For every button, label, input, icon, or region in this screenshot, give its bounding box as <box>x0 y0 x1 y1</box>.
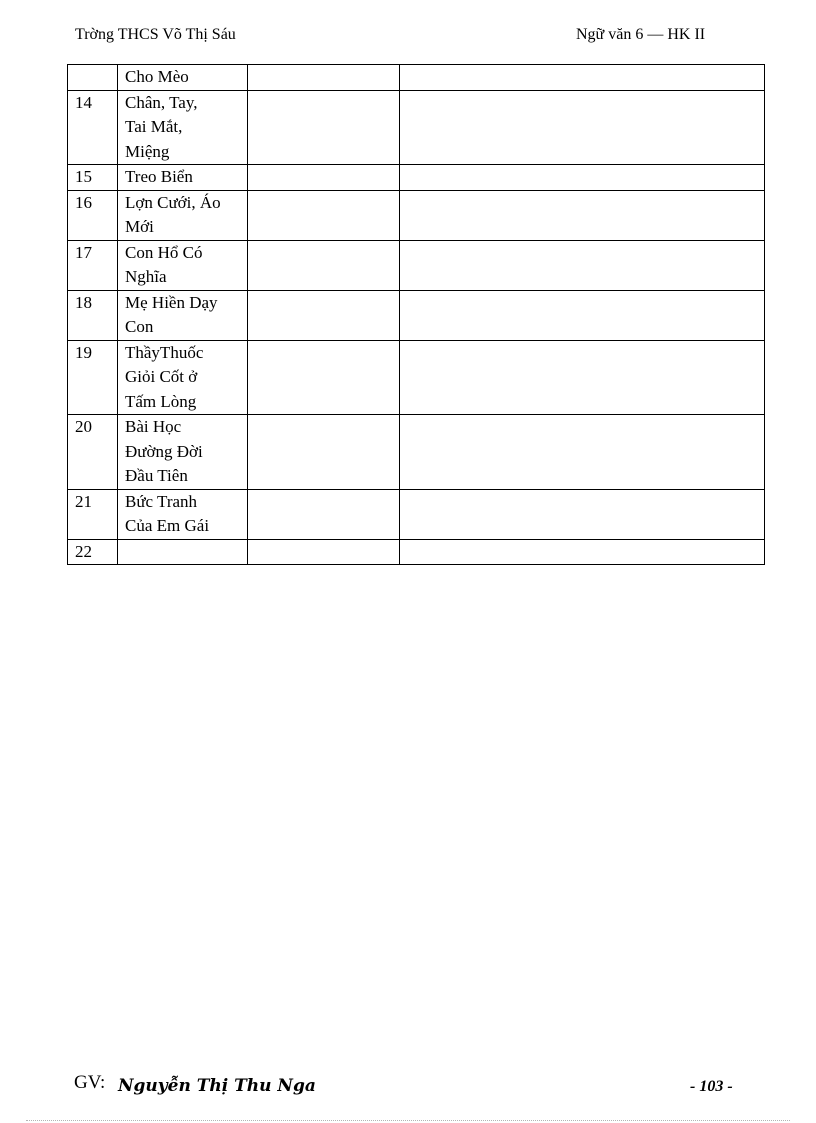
table-row <box>68 290 765 340</box>
footer-teacher-name: Nguyễn Thị Thu Nga <box>118 1076 316 1096</box>
lesson-col4 <box>400 290 765 340</box>
footer-page-number: - 103 - <box>690 1078 733 1095</box>
lesson-title-line: Bức Tranh <box>125 491 198 511</box>
lesson-title <box>118 290 248 340</box>
lesson-number: 22 <box>68 539 118 565</box>
lesson-title <box>118 415 248 490</box>
lesson-title-line: Giỏi Cốt ở <box>125 367 198 386</box>
lesson-col3 <box>248 340 400 415</box>
lesson-title-line: Chân, Tay, <box>125 92 198 112</box>
lesson-title <box>118 90 248 165</box>
lesson-title-line: ThầyThuốc <box>125 342 204 362</box>
lesson-title <box>118 539 248 565</box>
lesson-title-line: Mẹ Hiền Dạy <box>125 292 218 312</box>
lesson-title <box>118 489 248 539</box>
lesson-title <box>118 340 248 415</box>
lesson-col4 <box>400 415 765 490</box>
lesson-title-line: Miệng <box>125 141 170 161</box>
lesson-number: 14 <box>68 90 118 165</box>
footer-gv-label: GV: <box>74 1072 106 1093</box>
lesson-col4 <box>400 90 765 165</box>
lesson-title-line: Đầu Tiên <box>125 466 188 485</box>
lesson-title-line: Đường Đời <box>125 441 203 461</box>
lesson-title-line: Con <box>125 317 154 336</box>
lesson-number: 16 <box>68 190 118 240</box>
lesson-title-line: Của Em Gái <box>125 516 210 535</box>
table-row <box>68 489 765 539</box>
table-row <box>68 340 765 415</box>
lesson-title-line: Tai Mắt, <box>125 117 183 136</box>
table-row <box>68 90 765 165</box>
footer-divider <box>26 1120 790 1121</box>
lesson-title-line: Lợn Cưới, Áo <box>125 192 221 212</box>
header-school: Trờng THCS Võ Thị Sáu <box>75 26 236 43</box>
table-body <box>68 65 765 565</box>
lesson-title-line: Cho Mèo <box>125 67 189 86</box>
lesson-col3 <box>248 65 400 91</box>
lesson-title <box>118 65 248 91</box>
lesson-title-line: Mới <box>125 217 154 236</box>
lesson-col3 <box>248 415 400 490</box>
lesson-col3 <box>248 165 400 191</box>
header-subject: Ngữ văn 6 — HK II <box>576 26 706 43</box>
lesson-number: 20 <box>68 415 118 490</box>
lesson-number: 19 <box>68 340 118 415</box>
lesson-title-line <box>125 540 240 565</box>
lesson-number: 18 <box>68 290 118 340</box>
lesson-col3 <box>248 489 400 539</box>
lesson-col4 <box>400 489 765 539</box>
table-row <box>68 539 765 565</box>
lesson-title-line: Nghĩa <box>125 267 167 286</box>
lesson-title <box>118 165 248 191</box>
lesson-number: 21 <box>68 489 118 539</box>
lesson-number <box>68 65 118 91</box>
table-row <box>68 415 765 490</box>
lesson-number: 15 <box>68 165 118 191</box>
lesson-col3 <box>248 90 400 165</box>
lesson-col4 <box>400 340 765 415</box>
lesson-table <box>67 64 765 565</box>
lesson-title-line: Treo Biển <box>125 167 193 186</box>
lesson-col4 <box>400 190 765 240</box>
lesson-col3 <box>248 539 400 565</box>
lesson-col4 <box>400 240 765 290</box>
lesson-title-line: Tấm Lòng <box>125 391 197 411</box>
table-row <box>68 165 765 191</box>
lesson-col4 <box>400 539 765 565</box>
lesson-title <box>118 190 248 240</box>
table-row <box>68 240 765 290</box>
lesson-col3 <box>248 190 400 240</box>
lesson-title-line: Con Hổ Có <box>125 242 203 262</box>
lesson-number: 17 <box>68 240 118 290</box>
lesson-col3 <box>248 290 400 340</box>
lesson-title-line: Bài Học <box>125 417 182 436</box>
lesson-title <box>118 240 248 290</box>
table-row <box>68 190 765 240</box>
lesson-col3 <box>248 240 400 290</box>
table-row <box>68 65 765 91</box>
lesson-col4 <box>400 65 765 91</box>
lesson-col4 <box>400 165 765 191</box>
